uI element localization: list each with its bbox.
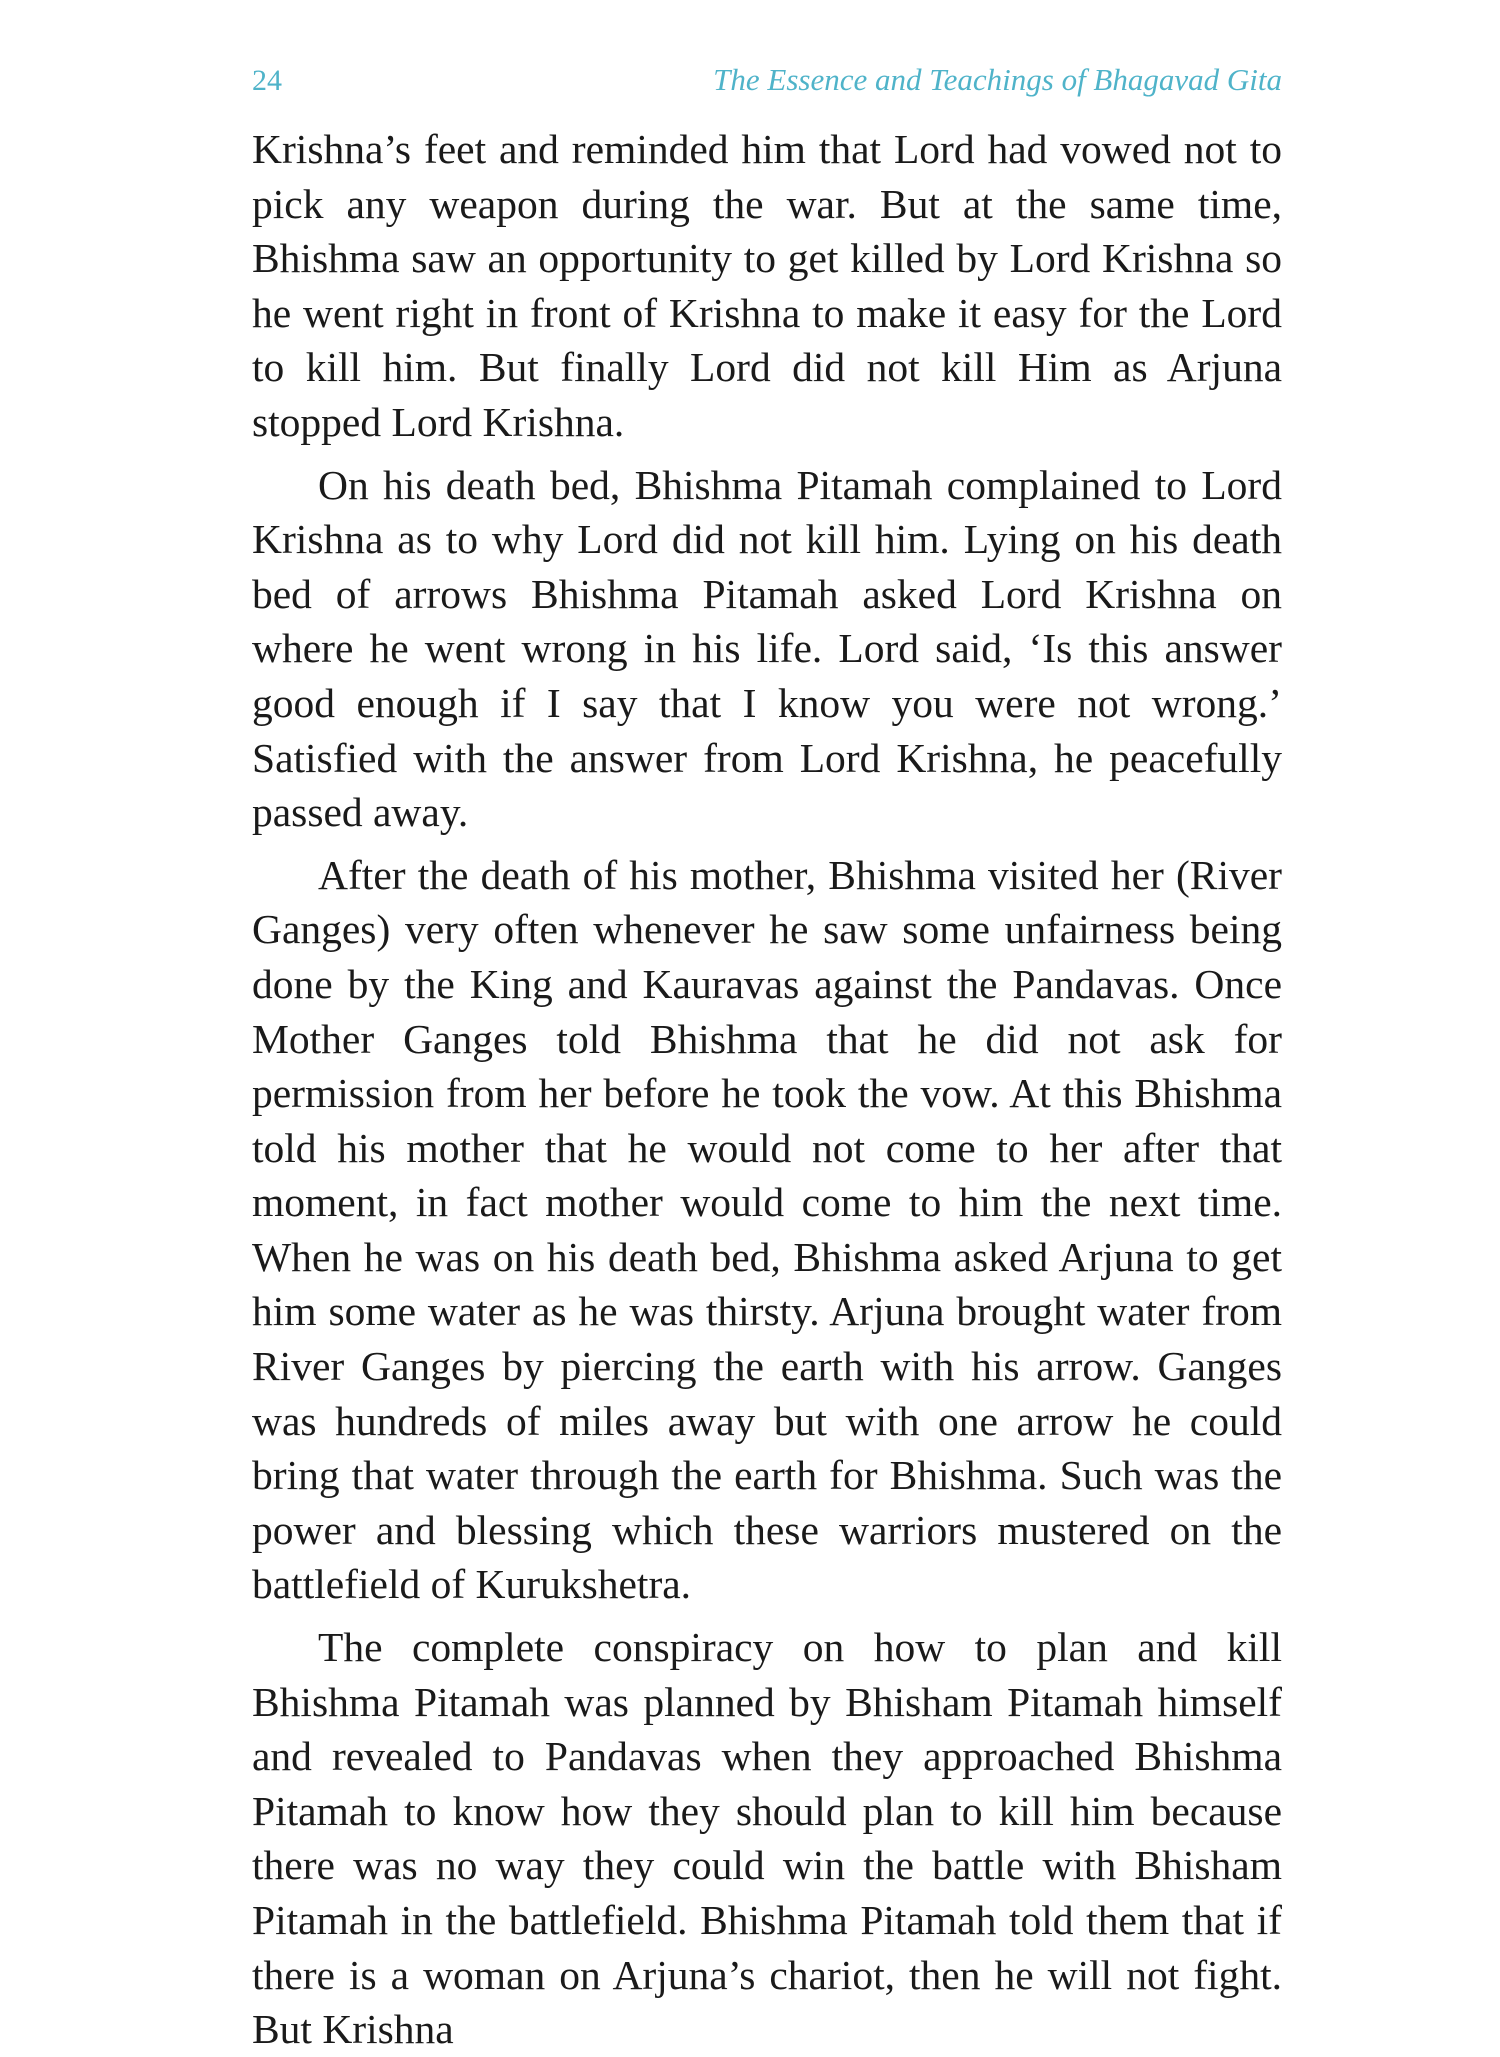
book-title: The Essence and Teachings of Bhagavad Gita (713, 62, 1282, 97)
body-text (252, 122, 1282, 2057)
paragraph-river-ganges: After the death of his mother, Bhishma visited her (River Ganges) very often whenever he saw some unfairness being done by the King and Kauravas against the Pandavas. Once Mother Ganges told Bhishma that he did not ask for permission from her before he took the vow. At this Bhishma told his mother that he would not come to her after that moment, in fact mother would come to him the next time. When he was on his death bed, Bhishma asked Arjuna to get him some water as he was thirsty. Arjuna brought water from River Ganges by piercing the earth with his arrow. Ganges was hundreds of miles away but with one arrow he could bring that water through the earth for Bhishma. Such was the power and blessing which these warriors mustered on the battlefield of Kurukshetra. (252, 851, 1282, 1608)
paragraph-death-bed: On his death bed, Bhishma Pitamah complained to Lord Krishna as to why Lord did not kill him. Lying on his death bed of arrows Bhishma Pitamah asked Lord Krishna on where he went wrong in his life. Lord said, ‘Is this answer good enough if I say that I know you were not wrong.’ Satisfied with the answer from Lord Krishna, he peacefully passed away. (252, 461, 1282, 836)
page-number: 24 (252, 64, 282, 97)
paragraph-continuation: Krishna’s feet and reminded him that Lord had vowed not to pick any weapon during the war. But at the same time, Bhishma saw an opportunity to get killed by Lord Krishna so he went right in front of Krishna to make it easy for the Lord to kill him. But finally Lord did not kill Him as Arjuna stopped Lord Krishna. (252, 126, 1282, 445)
book-page (252, 62, 1282, 2057)
paragraph-conspiracy: The complete conspiracy on how to plan and kill Bhishma Pitamah was planned by Bhisham Pitamah himself and revealed to Pandavas when they approached Bhishma Pitamah to know how they should plan to kill him because there was no way they could win the battle with Bhisham Pitamah in the battlefield. Bhishma Pitamah told them that if there is a woman on Arjuna’s chariot, then he will not fight. But Krishna (252, 1624, 1282, 2053)
running-header (252, 62, 1282, 114)
